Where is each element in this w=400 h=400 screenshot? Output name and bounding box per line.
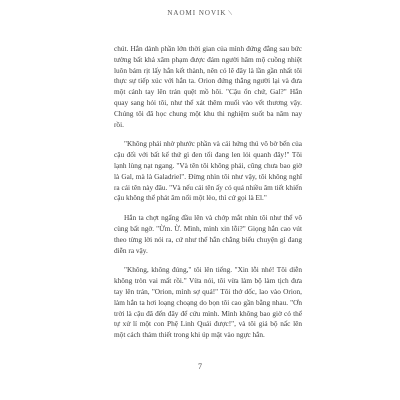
running-header (0, 8, 400, 17)
paragraph: Hắn ta chợt ngẩng đầu lên và chớp mắt nhìn tôi như thể vô cùng bất ngờ. "Ừm. Ừ. Mình, mình xin lỗi?" Giọng hắn cao vút theo từng lời nói ra, cứ như thể hắn chẳng biểu chuyện gì đang diễn ra vậy. (114, 213, 302, 255)
paragraph: chút. Hắn dành phần lớn thời gian của mình đứng đằng sau bức tường bất khả xâm phạm được đám người hâm mộ cuồng nhiệt luôn bám rịt lấy hắn kết thành, nên có lẽ đây là lần gần nhất tôi thực sự tiếp xúc với hắn ta. Orion đứng thẳng người lại và đưa một cánh tay lên trán quệt mồ hôi. "Cậu ổn chứ, Gal?" Hắn quay sang hỏi tôi, như thể xát thêm muối vào vết thương vậy. Chúng tôi đã học chung một khu thi nghiệm suốt ba năm nay rồi. (114, 44, 302, 129)
page-number: 7 (198, 362, 202, 371)
paragraph: "Không, không đúng," tôi lên tiếng. "Xin lỗi nhé! Tôi diễn không tròn vai mất rồi." Vừa nói, tôi vừa làm bộ làm tịch đưa tay lên trán, "Orion, mình sợ quá!" Tôi thở dốc, lao vào Orion, làm hắn ta hơi loạng choạng do bọn tôi cao gần bằng nhau. "Ơn trời là cậu đã đến đây để cứu mình. Mình không bao giờ có thể tự xử lí một con Phệ Linh Quái được!", và tôi giả bộ nấc lên một cách thảm thiết trong khi úp mặt vào ngực hắn. (114, 265, 302, 340)
paragraph: "Không phải nhờ phước phần và cái hứng thú vô bờ bến của cậu đối với bất kể thứ gì đen tối đang len lỏi quanh đây!" Tôi lạnh lùng nạt ngang. "Và tên tôi không phải, cũng chưa bao giờ là Gal, mà là Galadriel". Đừng nhìn tôi như vậy, tôi không nghĩ ra cái tên này đâu. "Và nếu cái tên ấy có quá nhiều âm tiết khiến cậu không thể phát âm nổi một lèo, thì cứ gọi là El." (114, 139, 302, 203)
header-ornament-icon: \ (227, 7, 235, 18)
header-author: NAOMI NOVIK (167, 9, 227, 17)
page-body-text (114, 44, 302, 341)
